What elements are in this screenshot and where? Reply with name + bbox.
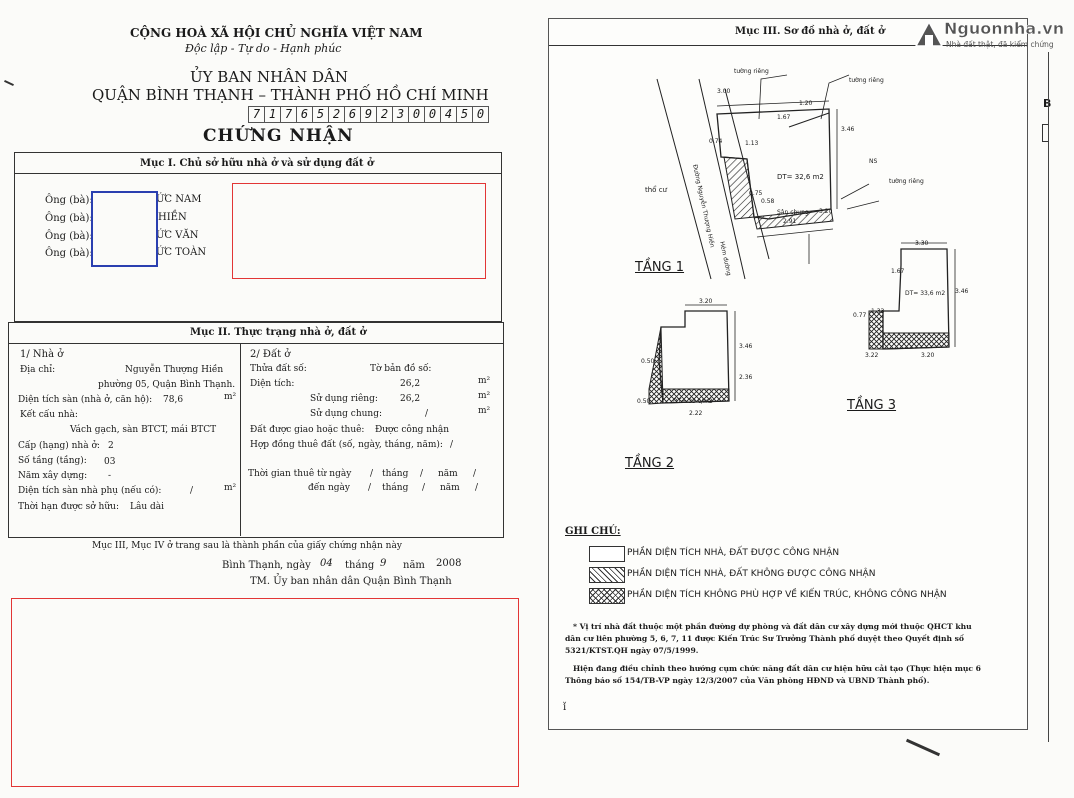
alley-label: Hẻm đường: [718, 240, 733, 277]
floor-3-label: TẦNG 3: [847, 398, 897, 413]
floor-2-label: TẦNG 2: [625, 456, 675, 471]
aux-area-value: /: [190, 486, 194, 496]
dimension-label: 1.67: [777, 114, 791, 121]
day-label: , ngày: [280, 560, 311, 571]
scan-mark: [906, 739, 940, 756]
month-label: tháng: [345, 560, 375, 571]
blank-slash: /: [370, 469, 374, 479]
serial-digit: 2: [328, 106, 344, 123]
structure-label: Kết cấu nhà:: [20, 410, 78, 420]
dimension-label: 0.50: [637, 398, 651, 405]
owner-label: Ông (bà):: [45, 231, 93, 242]
floor-area-value: 78,6: [163, 395, 184, 405]
floors-label: Số tầng (tầng):: [18, 456, 87, 466]
serial-digit: 0: [424, 106, 440, 123]
authority-name: ỦY BAN NHÂN DÂN: [190, 68, 348, 86]
certificate-title: CHỨNG NHẬN: [203, 126, 354, 146]
notes-title: GHI CHÚ:: [565, 526, 621, 537]
owner-name: ỨC TOÀN: [156, 247, 207, 258]
blank-slash: /: [420, 469, 424, 479]
serial-digit: 9: [360, 106, 376, 123]
note-text: Thông báo số 154/TB-VP ngày 12/3/2007 của Văn phòng HĐND và UBND Thành phố).: [565, 676, 930, 685]
month-label: tháng: [382, 469, 409, 479]
owner-label: Ông (bà):: [45, 213, 93, 224]
common-use-value: /: [425, 409, 429, 419]
dimension-label: 3.46: [739, 343, 753, 350]
side-letter: B: [1043, 97, 1052, 110]
ownership-label: Thời hạn được sở hữu:: [18, 502, 119, 512]
land-area-label: Diện tích:: [250, 379, 295, 389]
redaction-box: [91, 191, 158, 267]
land-heading: 2/ Đất ở: [250, 349, 291, 360]
label-tuong-rieng: tường riêng: [734, 68, 769, 75]
nguonnha-logo: [914, 18, 1065, 54]
private-use-label: Sử dụng riêng:: [310, 394, 378, 404]
common-use-label: Sử dụng chung:: [310, 409, 383, 419]
owner-label: Ông (bà):: [45, 248, 93, 259]
dimension-label: 2.36: [739, 374, 753, 381]
serial-digit: 0: [472, 106, 489, 123]
label-ns: NS: [869, 158, 878, 165]
lease-contract-label: Hợp đồng thuê đất (số, ngày, tháng, năm):: [250, 440, 443, 450]
blank-slash: /: [422, 483, 426, 493]
dimension-label: 0.50: [641, 358, 655, 365]
parcel-label: Thửa đất số:: [250, 364, 307, 374]
legend-label: PHẦN DIỆN TÍCH NHÀ, ĐẤT KHÔNG ĐƯỢC CÔNG NHẬN: [627, 569, 876, 579]
blank-slash: /: [368, 483, 372, 493]
dimension-label: 2.91: [783, 218, 797, 225]
serial-digit: 5: [456, 106, 472, 123]
land-area-value: 26,2: [400, 379, 421, 389]
legend-swatch-noncompliant: [589, 588, 625, 604]
house-heading: 1/ Nhà ở: [20, 349, 64, 360]
dimension-label: 3.20: [699, 298, 713, 305]
legend-label: PHẦN DIỆN TÍCH KHÔNG PHÙ HỢP VỀ KIẾN TRÚC, KHÔNG CÔNG NHẬN: [627, 590, 947, 600]
note-text: Hiện đang điều chỉnh theo hướng cụm chức năng đất dân cư hiện hữu cải tạo (Thực hiện mục 6: [573, 664, 981, 673]
page-edge: [1048, 52, 1049, 742]
margin-mark: ǐ: [563, 702, 567, 713]
note-text: * Vị trí nhà đất thuộc một phần đường dự phòng và đất dân cư xây dựng mới thuộc QHCT khu: [573, 622, 972, 631]
dimension-label: 1.67: [891, 268, 905, 275]
issue-year: 2008: [436, 558, 462, 569]
legend-swatch-recognized: [589, 546, 625, 562]
area-floor-3: DT= 33,6 m2: [905, 290, 946, 297]
footnote: Mục III, Mục IV ở trang sau là thành phần của giấy chứng nhận này: [92, 541, 402, 551]
dimension-label: 1.20: [799, 100, 813, 107]
label-tuong-rieng: tường riêng: [889, 178, 924, 185]
floor-3-plan: [869, 249, 949, 349]
dimension-label: 2.22: [689, 410, 703, 417]
year-built-label: Năm xây dựng:: [18, 471, 88, 481]
dimension-label: 0.75: [749, 190, 763, 197]
dimension-label: 3.46: [955, 288, 969, 295]
unit: m²: [224, 392, 237, 402]
note-text: 5321/KTST.QH ngày 07/5/1999.: [565, 646, 699, 655]
floor-1-label: TẦNG 1: [635, 260, 685, 275]
area-floor-1: DT= 32,6 m2: [777, 173, 824, 181]
dimension-label: 1.33: [871, 308, 885, 315]
motto: Độc lập - Tự do - Hạnh phúc: [185, 42, 342, 55]
section-3-title: Mục III. Sơ đồ nhà ở, đất ở: [735, 26, 885, 37]
dimension-label: 1.13: [745, 140, 759, 147]
issue-day: 04: [320, 558, 333, 569]
serial-digit: 1: [264, 106, 280, 123]
grade-label: Cấp (hạng) nhà ở:: [18, 441, 100, 451]
floor-area-label: Diện tích sàn (nhà ở, căn hộ):: [18, 395, 153, 405]
serial-digit: 5: [312, 106, 328, 123]
dimension-label: 0.77: [853, 312, 867, 319]
serial-digit: 7: [280, 106, 296, 123]
section-1-title: Mục I. Chủ sở hữu nhà ở và sử dụng đất ở: [140, 158, 374, 169]
serial-digit: 7: [248, 106, 264, 123]
serial-digit: 2: [376, 106, 392, 123]
year-built-value: -: [108, 471, 112, 481]
dimension-label: 3.00: [717, 88, 731, 95]
unit: m²: [478, 391, 491, 401]
unit: m²: [478, 406, 491, 416]
label-tho-cu: thổ cư: [645, 186, 667, 194]
year-label: năm: [438, 469, 458, 479]
leader-lines: [759, 75, 879, 209]
dimension-label: 3.20: [819, 208, 833, 215]
blank-slash: /: [475, 483, 479, 493]
lease-contract-value: /: [450, 440, 454, 450]
area-floor-2: DT= 33 c/m2: [673, 398, 713, 405]
floors-value: 03: [104, 457, 116, 467]
unit: m²: [224, 483, 237, 493]
address-value: phường 05, Quận Bình Thạnh.: [98, 380, 236, 390]
year-label: năm: [440, 483, 460, 493]
blank-slash: /: [473, 469, 477, 479]
street-lines: [657, 79, 769, 279]
serial-digit: 6: [344, 106, 360, 123]
ownership-value: Lâu dài: [130, 502, 165, 512]
logo-name: Nguonnha.vn: [944, 19, 1065, 38]
district-name: QUẬN BÌNH THẠNH – THÀNH PHỐ HỒ CHÍ MINH: [92, 86, 489, 104]
serial-digit: 0: [408, 106, 424, 123]
note-text: dân cư liên phường 5, 6, 7, 11 được Kiến Trúc Sư Trưởng Thành phố duyệt theo Quyết định số: [565, 634, 964, 643]
allotted-value: Được công nhận: [375, 425, 450, 435]
map-sheet-label: Tờ bản đồ số:: [370, 364, 432, 374]
signer: TM. Ủy ban nhân dân Quận Bình Thạnh: [250, 576, 452, 587]
serial-digit: 4: [440, 106, 456, 123]
lease-to-label: đến ngày: [308, 483, 350, 493]
label-san-chung: Sân chung: [777, 209, 809, 216]
legend-label: PHẦN DIỆN TÍCH NHÀ, ĐẤT ĐƯỢC CÔNG NHẬN: [627, 548, 840, 558]
address-value: Nguyễn Thượng Hiền: [125, 365, 224, 375]
aux-area-label: Diện tích sàn nhà phụ (nếu có):: [18, 486, 162, 496]
dimension-label: 3.46: [841, 126, 855, 133]
national-title: CỘNG HOÀ XÃ HỘI CHỦ NGHĨA VIỆT NAM: [130, 26, 423, 40]
logo-tagline: Nhà đất thật, đã kiểm chứng: [946, 40, 1054, 49]
structure-value: Vách gạch, sàn BTCT, mái BTCT: [70, 425, 217, 435]
owner-label: Ông (bà):: [45, 195, 93, 206]
dimension-label: 3.22: [865, 352, 879, 359]
street-name: Đường Nguyễn Thượng Hiền: [691, 163, 716, 249]
serial-number: [248, 106, 489, 123]
section-2-title: Mục II. Thực trạng nhà ở, đất ở: [190, 327, 367, 338]
lease-from-label: Thời gian thuê từ ngày: [248, 469, 352, 479]
owner-name: ỨC VĂN: [156, 230, 199, 241]
house-logo-icon: [914, 20, 944, 48]
label-tuong-rieng: tường riêng: [849, 77, 884, 84]
redaction-box: [11, 598, 519, 787]
month-label: tháng: [382, 483, 409, 493]
dimension-label: 3.20: [921, 352, 935, 359]
allotted-label: Đất được giao hoặc thuê:: [250, 425, 365, 435]
owner-name: HIỀN: [158, 212, 187, 223]
floor-2-plan: [649, 311, 729, 404]
private-use-value: 26,2: [400, 394, 421, 404]
certificate-back-page: [548, 18, 1028, 730]
serial-digit: 6: [296, 106, 312, 123]
issue-place: Bình Thạnh: [222, 560, 281, 571]
dimension-label: 0.74: [709, 138, 723, 145]
redaction-box: [232, 183, 486, 279]
address-label: Địa chỉ:: [20, 365, 56, 375]
dimension-label: 0.58: [761, 198, 775, 205]
serial-digit: 3: [392, 106, 408, 123]
legend-swatch-not-recognized: [589, 567, 625, 583]
issue-month: 9: [380, 558, 387, 569]
dimension-label: 3.30: [915, 240, 929, 247]
year-label: năm: [403, 560, 425, 571]
owner-name: ỨC NAM: [156, 194, 202, 205]
grade-value: 2: [108, 441, 114, 451]
unit: m²: [478, 376, 491, 386]
